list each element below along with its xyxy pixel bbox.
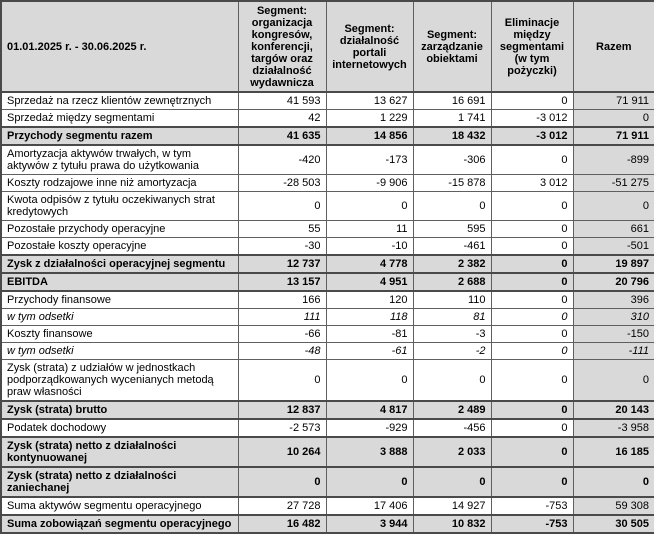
table-row xyxy=(1,326,654,343)
value-cell: 4 778 xyxy=(326,255,413,273)
value-cell: -30 xyxy=(238,238,326,256)
table-row xyxy=(1,221,654,238)
table-row xyxy=(1,360,654,402)
value-cell: 0 xyxy=(491,326,573,343)
value-cell: 0 xyxy=(238,467,326,497)
table-row xyxy=(1,255,654,273)
value-cell: -51 275 xyxy=(573,175,654,192)
value-cell: -929 xyxy=(326,419,413,437)
value-cell: 4 817 xyxy=(326,401,413,419)
value-cell: -48 xyxy=(238,343,326,360)
value-cell: -173 xyxy=(326,145,413,175)
row-label-cell: Zysk z działalności operacyjnej segmentu xyxy=(1,255,238,273)
value-cell: 14 856 xyxy=(326,127,413,145)
value-cell: 16 482 xyxy=(238,515,326,533)
value-cell: -753 xyxy=(491,497,573,515)
value-cell: 2 688 xyxy=(413,273,491,291)
table-body xyxy=(1,92,654,533)
row-label-cell: Zysk (strata) brutto xyxy=(1,401,238,419)
row-label-cell: Koszty rodzajowe inne niż amortyzacja xyxy=(1,175,238,192)
value-cell: 661 xyxy=(573,221,654,238)
value-cell: -9 906 xyxy=(326,175,413,192)
value-cell: -456 xyxy=(413,419,491,437)
value-cell: 41 593 xyxy=(238,92,326,110)
value-cell: 42 xyxy=(238,110,326,128)
value-cell: 2 033 xyxy=(413,437,491,467)
column-header-segment-facilities: Segment: zarządzanie obiektami xyxy=(413,1,491,92)
value-cell: 118 xyxy=(326,309,413,326)
value-cell: -2 573 xyxy=(238,419,326,437)
value-cell: 16 691 xyxy=(413,92,491,110)
value-cell: 0 xyxy=(491,309,573,326)
value-cell: -3 012 xyxy=(491,127,573,145)
row-label-cell: Zysk (strata) z udziałów w jednostkach podporządkowanych wycenianych metodą praw własności xyxy=(1,360,238,402)
value-cell: 3 944 xyxy=(326,515,413,533)
value-cell: -10 xyxy=(326,238,413,256)
value-cell: 0 xyxy=(491,401,573,419)
value-cell: -3 958 xyxy=(573,419,654,437)
value-cell: -461 xyxy=(413,238,491,256)
value-cell: 0 xyxy=(491,419,573,437)
value-cell: 30 505 xyxy=(573,515,654,533)
value-cell: 14 927 xyxy=(413,497,491,515)
value-cell: -3 xyxy=(413,326,491,343)
row-label-cell: w tym odsetki xyxy=(1,343,238,360)
table-row xyxy=(1,437,654,467)
value-cell: 0 xyxy=(326,360,413,402)
value-cell: 0 xyxy=(413,467,491,497)
value-cell: 1 229 xyxy=(326,110,413,128)
value-cell: 11 xyxy=(326,221,413,238)
value-cell: 16 185 xyxy=(573,437,654,467)
table-row xyxy=(1,467,654,497)
value-cell: 0 xyxy=(491,437,573,467)
row-label-cell: Koszty finansowe xyxy=(1,326,238,343)
value-cell: 111 xyxy=(238,309,326,326)
row-label-cell: Podatek dochodowy xyxy=(1,419,238,437)
value-cell: 59 308 xyxy=(573,497,654,515)
value-cell: -306 xyxy=(413,145,491,175)
value-cell: 1 741 xyxy=(413,110,491,128)
row-label-cell: w tym odsetki xyxy=(1,309,238,326)
value-cell: 0 xyxy=(573,192,654,221)
row-label-cell: Amortyzacja aktywów trwałych, w tym aktywów z tytułu prawa do użytkowania xyxy=(1,145,238,175)
table-row xyxy=(1,343,654,360)
value-cell: 0 xyxy=(491,221,573,238)
value-cell: -899 xyxy=(573,145,654,175)
row-label-cell: EBITDA xyxy=(1,273,238,291)
table-row xyxy=(1,497,654,515)
value-cell: 0 xyxy=(491,92,573,110)
value-cell: 0 xyxy=(491,467,573,497)
value-cell: 71 911 xyxy=(573,92,654,110)
value-cell: -2 xyxy=(413,343,491,360)
row-label-cell: Kwota odpisów z tytułu oczekiwanych strat kredytowych xyxy=(1,192,238,221)
row-label-cell: Zysk (strata) netto z działalności zaniechanej xyxy=(1,467,238,497)
value-cell: 0 xyxy=(491,291,573,309)
value-cell: -111 xyxy=(573,343,654,360)
value-cell: 595 xyxy=(413,221,491,238)
value-cell: 0 xyxy=(573,467,654,497)
value-cell: -501 xyxy=(573,238,654,256)
value-cell: 2 489 xyxy=(413,401,491,419)
column-header-total: Razem xyxy=(573,1,654,92)
row-label-cell: Pozostałe przychody operacyjne xyxy=(1,221,238,238)
value-cell: 0 xyxy=(491,192,573,221)
period-header-cell: 01.01.2025 r. - 30.06.2025 r. xyxy=(1,1,238,92)
value-cell: -3 012 xyxy=(491,110,573,128)
value-cell: -753 xyxy=(491,515,573,533)
value-cell: 19 897 xyxy=(573,255,654,273)
table-row xyxy=(1,309,654,326)
value-cell: 0 xyxy=(238,192,326,221)
value-cell: 0 xyxy=(573,110,654,128)
table-row xyxy=(1,127,654,145)
value-cell: 0 xyxy=(491,273,573,291)
value-cell: 10 264 xyxy=(238,437,326,467)
table-row xyxy=(1,515,654,533)
value-cell: -66 xyxy=(238,326,326,343)
value-cell: 2 382 xyxy=(413,255,491,273)
table-row xyxy=(1,145,654,175)
value-cell: 0 xyxy=(491,255,573,273)
row-label-cell: Sprzedaż między segmentami xyxy=(1,110,238,128)
value-cell: 20 143 xyxy=(573,401,654,419)
value-cell: 0 xyxy=(491,145,573,175)
value-cell: 0 xyxy=(413,360,491,402)
value-cell: 18 432 xyxy=(413,127,491,145)
value-cell: 27 728 xyxy=(238,497,326,515)
value-cell: 396 xyxy=(573,291,654,309)
column-header-segment-congresses: Segment: organizacja kongresów, konferencji, targów oraz działalność wydawnicza xyxy=(238,1,326,92)
value-cell: 13 627 xyxy=(326,92,413,110)
table-row xyxy=(1,92,654,110)
value-cell: 12 837 xyxy=(238,401,326,419)
value-cell: 17 406 xyxy=(326,497,413,515)
value-cell: 166 xyxy=(238,291,326,309)
table-row xyxy=(1,238,654,256)
table-row xyxy=(1,273,654,291)
value-cell: 41 635 xyxy=(238,127,326,145)
value-cell: 81 xyxy=(413,309,491,326)
value-cell: 3 012 xyxy=(491,175,573,192)
value-cell: -150 xyxy=(573,326,654,343)
value-cell: 20 796 xyxy=(573,273,654,291)
value-cell: -420 xyxy=(238,145,326,175)
table-row xyxy=(1,291,654,309)
row-label-cell: Suma zobowiązań segmentu operacyjnego xyxy=(1,515,238,533)
value-cell: 310 xyxy=(573,309,654,326)
column-header-segment-portals: Segment: działalność portali internetowych xyxy=(326,1,413,92)
table-row xyxy=(1,419,654,437)
value-cell: 0 xyxy=(491,360,573,402)
value-cell: -61 xyxy=(326,343,413,360)
value-cell: 4 951 xyxy=(326,273,413,291)
row-label-cell: Zysk (strata) netto z działalności kontynuowanej xyxy=(1,437,238,467)
value-cell: 0 xyxy=(491,343,573,360)
value-cell: -28 503 xyxy=(238,175,326,192)
table-row xyxy=(1,110,654,128)
value-cell: 10 832 xyxy=(413,515,491,533)
value-cell: 0 xyxy=(326,467,413,497)
value-cell: 0 xyxy=(413,192,491,221)
row-label-cell: Przychody finansowe xyxy=(1,291,238,309)
table-row xyxy=(1,401,654,419)
value-cell: 71 911 xyxy=(573,127,654,145)
value-cell: 55 xyxy=(238,221,326,238)
row-label-cell: Sprzedaż na rzecz klientów zewnętrznych xyxy=(1,92,238,110)
value-cell: 0 xyxy=(326,192,413,221)
value-cell: -81 xyxy=(326,326,413,343)
row-label-cell: Pozostałe koszty operacyjne xyxy=(1,238,238,256)
row-label-cell: Suma aktywów segmentu operacyjnego xyxy=(1,497,238,515)
table-header xyxy=(1,1,654,92)
row-label-cell: Przychody segmentu razem xyxy=(1,127,238,145)
table-row xyxy=(1,192,654,221)
header-row xyxy=(1,1,654,92)
column-header-eliminations: Eliminacje między segmentami (w tym pożyczki) xyxy=(491,1,573,92)
table-row xyxy=(1,175,654,192)
value-cell: 3 888 xyxy=(326,437,413,467)
value-cell: 120 xyxy=(326,291,413,309)
value-cell: 0 xyxy=(573,360,654,402)
value-cell: 13 157 xyxy=(238,273,326,291)
value-cell: 0 xyxy=(238,360,326,402)
value-cell: 0 xyxy=(491,238,573,256)
value-cell: 110 xyxy=(413,291,491,309)
value-cell: -15 878 xyxy=(413,175,491,192)
value-cell: 12 737 xyxy=(238,255,326,273)
